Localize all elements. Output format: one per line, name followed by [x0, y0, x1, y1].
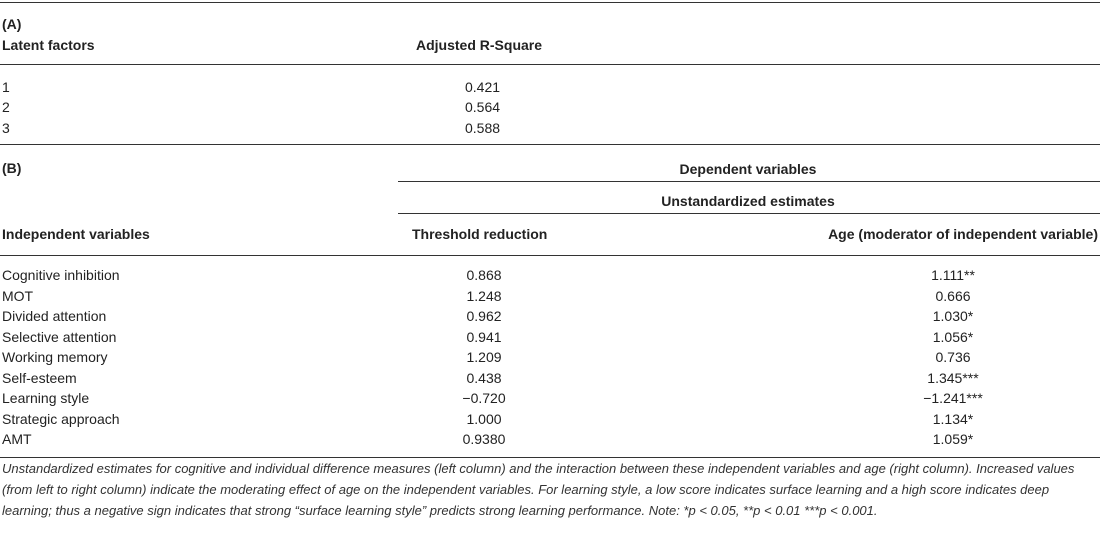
table-row-factor: 3: [2, 120, 10, 136]
table-row-age: 0.736: [935, 349, 971, 365]
table-row-threshold: 1.248: [466, 288, 502, 304]
table-footnote: Unstandardized estimates for cognitive and individual difference measures (left column) and the interaction between these independent variables and age (right column). Increased values (from left to right column) indicate the moderating effect of age on the independent variables. For learning style, a low score indicates surface learning and a high score indicates deep learning; thus a negative sign indicates that strong “surface learning style” predicts strong learning performance. Note: *p < 0.05, **p < 0.01 ***p < 0.001.: [2, 461, 1075, 518]
table-row-threshold: 0.868: [466, 267, 502, 283]
table-row-factor: 2: [2, 99, 10, 115]
table-row-name: Learning style: [2, 390, 90, 406]
table-row-threshold: 0.962: [466, 308, 502, 324]
table-row-age: 1.059*: [932, 431, 974, 447]
threshold-reduction-header: Threshold reduction: [412, 226, 548, 242]
table-row-name: Working memory: [2, 349, 108, 365]
table-row-value: 0.564: [465, 99, 501, 115]
table-row-age: −1.241***: [923, 390, 983, 406]
table-row-name: Cognitive inhibition: [2, 267, 120, 283]
table-row-age: 1.030*: [932, 308, 974, 324]
table-row-threshold: −0.720: [462, 390, 506, 406]
table-row-threshold: 1.000: [466, 411, 502, 427]
independent-variables-header: Independent variables: [2, 226, 150, 242]
table-row-age: 1.134*: [932, 411, 974, 427]
panel-b-label: (B): [2, 160, 22, 176]
panel-a-bottom-rule: [0, 144, 1100, 145]
top-rule: [0, 2, 1100, 3]
panel-b-header-rule: [0, 255, 1100, 256]
adjusted-r-square-header: Adjusted R-Square: [416, 37, 543, 53]
table-row-age: 1.111**: [931, 267, 975, 283]
age-moderator-header: Age (moderator of independent variable): [828, 226, 1098, 242]
table-row-threshold: 0.941: [466, 329, 502, 345]
table-row-value: 0.588: [465, 120, 501, 136]
table-row-name: Strategic approach: [2, 411, 120, 427]
dependent-variables-rule: [398, 181, 1100, 182]
table-row-age: 1.345***: [927, 370, 979, 386]
table-row-name: MOT: [2, 288, 34, 304]
table-row-age: 1.056*: [932, 329, 974, 345]
dependent-variables-header: Dependent variables: [679, 161, 817, 177]
table-row-threshold: 1.209: [466, 349, 502, 365]
table-row-threshold: 0.9380: [462, 431, 506, 447]
table-row-name: Selective attention: [2, 329, 117, 345]
table-row-name: Divided attention: [2, 308, 107, 324]
table-row-threshold: 0.438: [466, 370, 502, 386]
estimates-rule: [398, 213, 1100, 214]
panel-a-header-rule: [0, 64, 1100, 65]
latent-factors-header: Latent factors: [2, 37, 95, 53]
table-row-value: 0.421: [465, 79, 501, 95]
table-row-age: 0.666: [935, 288, 971, 304]
table-row-name: Self-esteem: [2, 370, 77, 386]
unstandardized-estimates-header: Unstandardized estimates: [661, 193, 835, 209]
table-row-factor: 1: [2, 79, 10, 95]
panel-a-label: (A): [2, 16, 22, 32]
table-row-name: AMT: [2, 431, 32, 447]
